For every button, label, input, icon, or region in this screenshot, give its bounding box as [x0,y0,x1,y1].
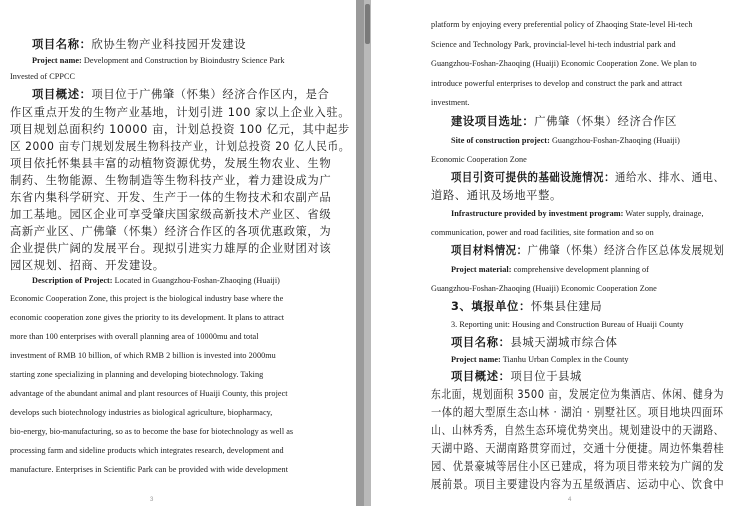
reporting-unit-en: 3. Reporting unit: Housing and Construction Bureau of Huaiji County [451,320,684,329]
overview-line: 项目规划总面积约 10000 亩，计划总投资 100 亿元，其中起步 [10,123,350,136]
site-zh: 建设项目选址：广佛肇（怀集）经济合作区 [451,115,678,128]
material-en: Project material: comprehensive development planning of [451,265,649,274]
description-line: investment of RMB 10 billion, of which RMB 2 billion is invested into 2000mu [10,351,276,360]
description-line: manufacture. Enterprises in Scientific Park can be provided with wide development [10,465,289,474]
vertical-scrollbar[interactable] [364,0,371,506]
project-name-en-2: Project name: Tianhu Urban Complex in the County [451,355,629,364]
description-line: Description of Project: Located in Guangzhou-Foshan-Zhaoqing (Huaiji) [32,276,280,285]
infra-zh-cont: 道路、通讯及场地平整。 [431,189,562,202]
body-line: Science and Technology Park, provincial-level hi-tech industrial park and [431,40,676,49]
overview-line: 东省内集科学研究、开发、生产于一体的生物技术和农副产品 [10,191,332,204]
body-line: platform by enjoying every preferential policy of Zhaoqing State-level Hi-tech [431,20,693,29]
overview-line: 制药、生物能源、生物制造等生物科技产业，着力建设成为广 [10,174,332,187]
description-line: processing farm and sideline products which integrates research, development and [10,446,284,455]
project-name-en: Project name: Development and Construction by Bioindustry Science Park [32,56,285,65]
project-name-zh-2: 项目名称：县城天湖城市综合体 [451,336,618,349]
document-page-left [0,0,356,506]
scrollbar-thumb[interactable] [365,4,370,44]
overview-line: 高新产业区、广佛肇（怀集）经济合作区的各项优惠政策，为 [10,225,332,238]
document-page-right [371,0,730,506]
infra-en: Infrastructure provided by investment program: Water supply, drainage, [451,209,704,218]
overview-line: 园区规划、招商、开发建设。 [10,259,165,272]
overview-line: 加工基地。园区企业可享受肇庆国家级高新技术产业区、省级 [10,208,332,221]
body-line: investment. [431,98,470,107]
overview-line: 企业提供广阔的发展平台。现拟引进实力雄厚的企业财团对该 [10,242,332,255]
overview2-line: 展前景。项目主要建设内容为五星级酒店、运动中心、饮食中 [431,478,725,491]
body-line: introduce powerful enterprises to develop and construct the park and attract [431,79,683,88]
description-line: starting zone specializing in planning and developing biotechnology. Taking [10,370,264,379]
description-line: more than 100 enterprises with overall planning area of 10000mu and total [10,332,259,341]
site-en: Site of construction project: Guangzhou-Foshan-Zhaoqing (Huaiji) [451,136,680,145]
page-number: 4 [568,497,572,503]
overview2-line: 项目概述：项目位于县城 [451,370,582,383]
description-line: develops such biotechnology industries as biological agriculture, biopharmacy, [10,408,273,417]
material-zh: 项目材料情况：广佛肇（怀集）经济合作区总体发展规划 [451,244,725,257]
overview-line: 作区重点开发的生物产业基地，计划引进 100 家以上企业入驻。 [10,106,351,119]
infra-zh: 项目引资可提供的基础设施情况：通给水、排水、通电、 [451,171,725,184]
page-number: 3 [150,497,154,503]
overview-line: 项目概述：项目位于广佛肇（怀集）经济合作区内，是合 [32,88,330,101]
project-name-zh: 项目名称：欣协生物产业科技园开发建设 [32,38,247,51]
description-line: Economic Cooperation Zone, this project is the biological industry base where the [10,294,284,303]
overview-line: 项目依托怀集县丰富的动植物资源优势，发展生物农业、生物 [10,157,332,170]
overview-line: 区 2000 亩专门规划发展生物科技产业，计划总投资 20 亿人民币。 [10,140,350,153]
project-name-en-cont: Invested of CPPCC [10,72,75,81]
material-en-cont: Guangzhou-Foshan-Zhaoqing (Huaiji) Economic Cooperation Zone [431,284,657,293]
description-line: economic cooperation zone gives the priority to its development. It plans to attract [10,313,285,322]
body-line: Guangzhou-Foshan-Zhaoqing (Huaiji) Economic Cooperation Zone. We plan to [431,59,697,68]
overview2-line: 山、山林秀秀，自然生态环境优势突出。规划建设中的天湖路、 [431,424,725,437]
site-en-cont: Economic Cooperation Zone [431,155,527,164]
infra-en-cont: communication, power and road facilities, site formation and so on [431,228,654,237]
overview2-line: 园、优景豪城等居住小区已建成，将为项目带来较为广阔的发 [431,460,725,473]
overview2-line: 一体的超大型原生态山林 · 湖泊 · 别墅社区。项目地块四面环 [431,406,724,419]
overview2-line: 东北面，规划面积 3500 亩，发展定位为集酒店、休闲、健身为 [431,388,724,401]
overview2-line: 天湖中路、天湖南路贯穿而过，交通十分便捷。周边怀集碧桂 [431,442,725,455]
reporting-unit-zh: 3、填报单位：怀集县住建局 [451,300,603,313]
description-line: bio-energy, bio-manufacturing, so as to become the base for biotechnology as well as [10,427,294,436]
description-line: advantage of the abundant animal and plant resources of Huaiji County, this project [10,389,288,398]
